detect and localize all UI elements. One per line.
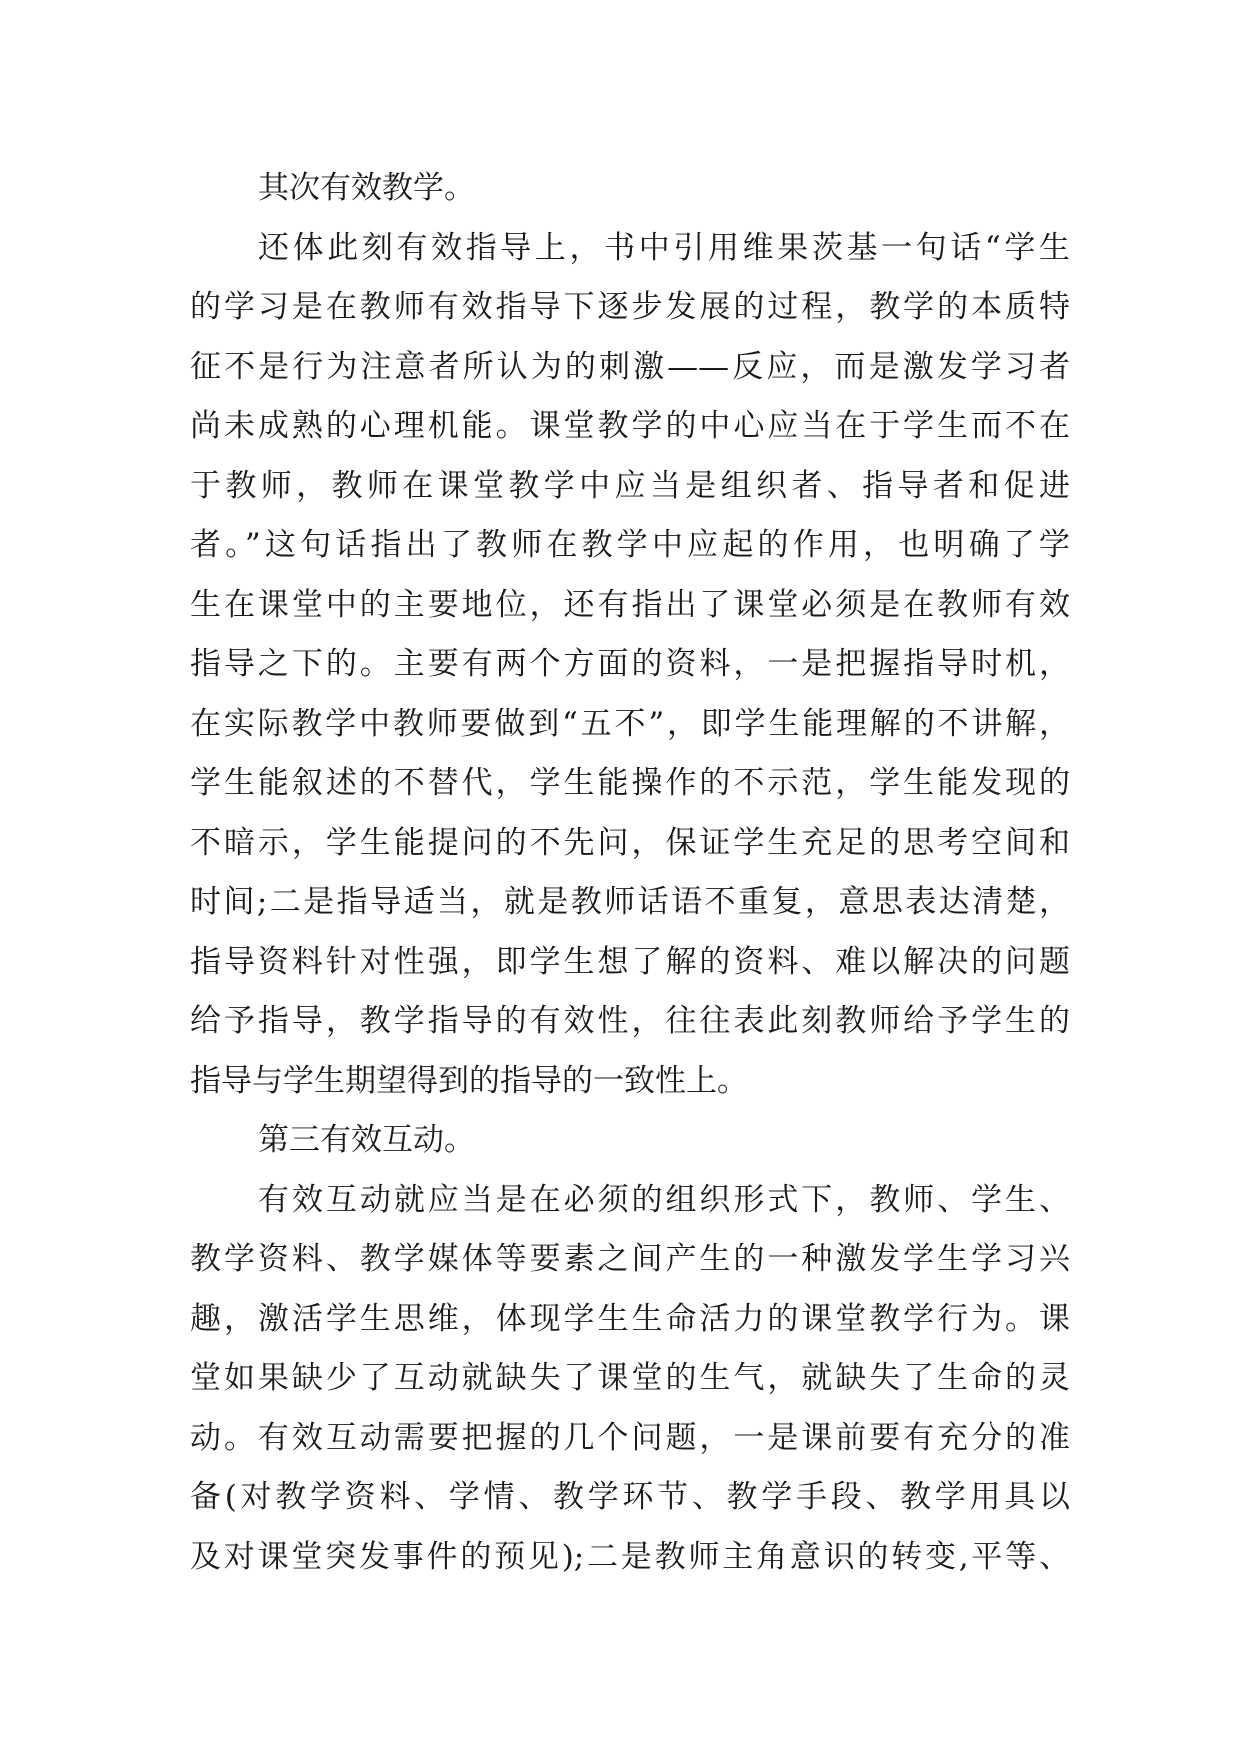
paragraph-line: 学生能叙述的不替代，学生能操作的不示范，学生能发现的 [190,765,1070,801]
body-text [190,159,1070,1587]
paragraph-line: 征不是行为注意者所认为的刺激——反应，而是激发学习者 [190,348,1070,385]
paragraph-line: 有效互动就应当是在必须的组织形式下，教师、学生、 [258,1181,1070,1218]
paragraph-line: 在实际教学中教师要做到“五不”，即学生能理解的不讲解， [190,705,1070,742]
paragraph-line: 备(对教学资料、学情、教学环节、教学手段、教学用具以 [190,1479,1070,1515]
paragraph-line: 指导资料针对性强，即学生想了解的资料、难以解决的问题 [190,943,1070,980]
paragraph-line: 的学习是在教师有效指导下逐步发展的过程，教学的本质特 [190,289,1070,325]
section-heading-effective-teaching: 其次有效教学。 [258,170,475,206]
paragraph-line: 教学资料、教学媒体等要素之间产生的一种激发学生学习兴 [190,1241,1070,1277]
paragraph-line: 及对课堂突发事件的预见);二是教师主角意识的转变,平等、 [190,1538,1070,1575]
paragraph-line: 指导之下的。主要有两个方面的资料，一是把握指导时机， [190,646,1070,682]
section-heading-effective-interaction: 第三有效互动。 [258,1122,475,1158]
paragraph-line: 不暗示，学生能提问的不先问，保证学生充足的思考空间和 [190,824,1070,861]
paragraph-line: 时间;二是指导适当，就是教师话语不重复，意思表达清楚， [190,884,1070,920]
paragraph-line: 于教师，教师在课堂教学中应当是组织者、指导者和促进 [190,467,1070,504]
paragraph-line: 趣，激活学生思维，体现学生生命活力的课堂教学行为。课 [190,1300,1070,1337]
paragraph-line: 堂如果缺少了互动就缺失了课堂的生气，就缺失了生命的灵 [190,1360,1070,1396]
paragraph-line: 动。有效互动需要把握的几个问题，一是课前要有充分的准 [190,1419,1070,1456]
paragraph-line: 尚未成熟的心理机能。课堂教学的中心应当在于学生而不在 [190,408,1070,444]
paragraph-line: 生在课堂中的主要地位，还有指出了课堂必须是在教师有效 [190,586,1070,623]
paragraph-line: 者。”这句话指出了教师在教学中应起的作用，也明确了学 [190,527,1070,563]
paragraph-line: 还体此刻有效指导上，书中引用维果茨基一句话“学生 [258,229,1070,266]
paragraph-line: 指导与学生期望得到的指导的一致性上。 [190,1062,748,1099]
paragraph-line: 给予指导，教学指导的有效性，往往表此刻教师给予学生的 [190,1003,1070,1039]
